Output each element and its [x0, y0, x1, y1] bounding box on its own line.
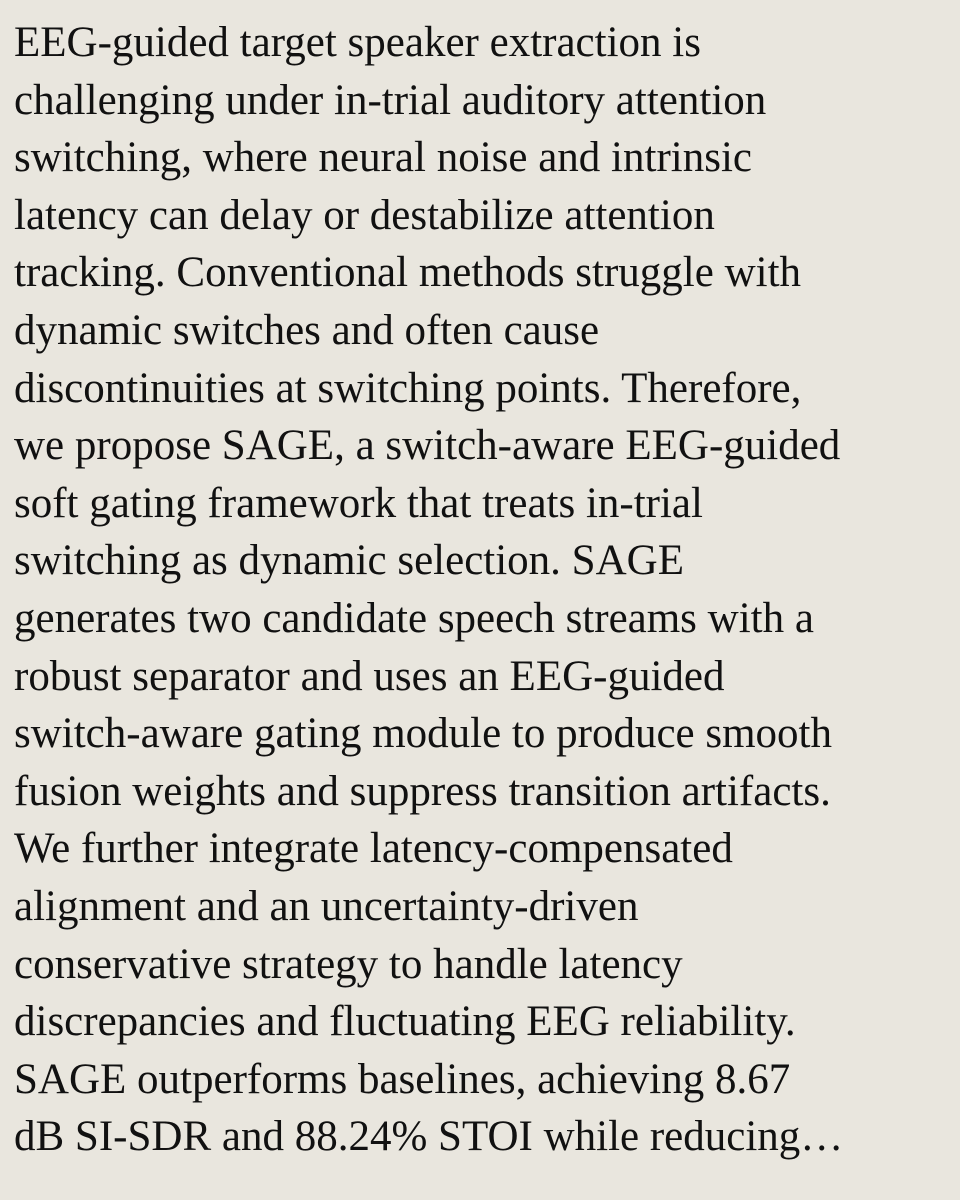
text-line: EEG-guided target speaker extraction is — [14, 19, 701, 66]
text-line: dynamic switches and often cause — [14, 306, 600, 354]
text-line: We further integrate latency-compensated — [14, 825, 733, 873]
text-line: generates two candidate speech streams with a — [14, 594, 814, 642]
text-line: fusion weights and suppress transition artifacts. — [14, 767, 831, 815]
text-line: discontinuities at switching points. Therefore, — [14, 364, 802, 412]
text-line: dB SI-SDR and 88.24% STOI while reducing… — [14, 1113, 844, 1161]
text-line: switching, where neural noise and intrinsic — [14, 134, 752, 182]
text-line: switch-aware gating module to produce smooth — [14, 710, 832, 758]
text-line: latency can delay or destabilize attention — [14, 191, 715, 239]
text-line: alignment and an uncertainty-driven — [14, 882, 639, 930]
text-line: conservative strategy to handle latency — [14, 940, 683, 988]
text-line: discrepancies and fluctuating EEG reliability. — [14, 998, 796, 1046]
text-line: soft gating framework that treats in-trial — [14, 479, 703, 527]
text-line: SAGE outperforms baselines, achieving 8.67 — [14, 1055, 791, 1103]
text-line: we propose SAGE, a switch-aware EEG-guided — [14, 422, 841, 470]
abstract-paragraph — [14, 14, 946, 1166]
text-line: robust separator and uses an EEG-guided — [14, 652, 725, 700]
text-line: tracking. Conventional methods struggle with — [14, 249, 802, 297]
text-line: switching as dynamic selection. SAGE — [14, 537, 684, 585]
text-line: challenging under in-trial auditory attention — [14, 76, 767, 124]
